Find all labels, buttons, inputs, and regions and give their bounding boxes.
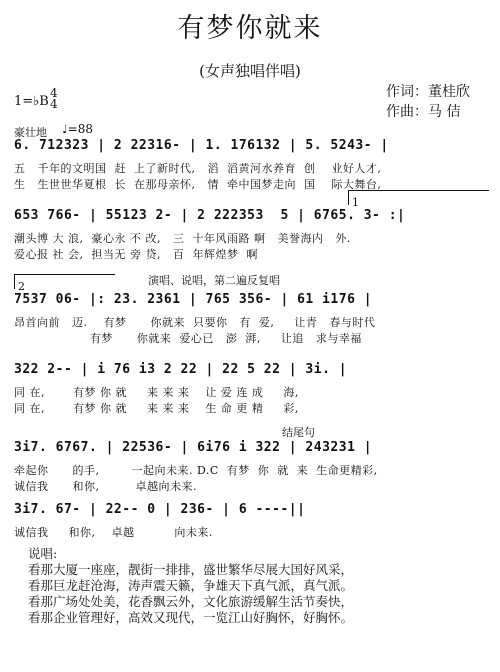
- lyric-verse-1: 诚信我 和你, 卓越 向未来.: [14, 526, 213, 539]
- volta-number: 1: [352, 196, 359, 209]
- volta-number: 2: [18, 280, 25, 293]
- rap-heading: 说唱:: [28, 546, 58, 561]
- ending-annotation: 结尾句: [282, 426, 315, 439]
- notation: 653 766- | 55123 2- | 2 222353 5 | 6765. 3- :|: [14, 208, 406, 223]
- lyric-verse-2: 同 在, 有梦 你 就 来 来 来 生 命 更 精 彩,: [14, 402, 299, 415]
- second-ending-bracket: [14, 274, 115, 293]
- lyric-verse-1: 五 千年的文明国 赶 上了新时代, 滔 滔黄河水养育 创 业好人才,: [14, 162, 382, 175]
- expression-mark: 豪壮地: [14, 126, 47, 139]
- song-title: 有梦你就来: [177, 13, 323, 44]
- rap-line-4: 看那企业管理好，高效又现代，一览江山好胸怀，好胸怀。: [28, 610, 354, 625]
- lyric-verse-2: 生 生世世华夏根 长 在那母亲怀, 情 牵中国梦走向 国 际大舞台,: [14, 178, 382, 191]
- notation: 3i7. 67- | 22-- 0 | 236- | 6 ----||: [14, 502, 306, 517]
- composer: 作曲：马 佶: [386, 104, 461, 120]
- notation: 7537 06- |: 23. 2361 | 765 356- | 61 i176 |: [14, 292, 373, 307]
- rap-line-1: 看那大厦一座座，靓街一排排，盛世繁华尽展大国好风采，: [28, 562, 354, 577]
- key-signature: 1=♭B: [14, 94, 49, 109]
- lyric-verse-1: 潮头博 大 浪, 豪心永 不 改, 三 十年风雨路 啊 美誉海内 外.: [14, 232, 351, 245]
- lyric-verse-2: 爱心报 社 会, 担当无 旁 贷, 百 年辉煌梦 啊: [14, 248, 258, 261]
- rap-lyrics-section: [28, 546, 353, 626]
- performance-annotation: 演唱、说唱，第二遍反复唱: [148, 274, 280, 287]
- first-ending-bracket: [348, 190, 489, 209]
- rap-line-3: 看那广场处处美，花香飘云外，文化旅游缓解生活节奏快，: [28, 594, 354, 609]
- lyric-verse-2: 诚信我 和你, 卓越向未来.: [14, 480, 197, 493]
- credits: [386, 82, 470, 122]
- lyric-verse-1: 昂首向前 迈. 有梦 你就来 只要你 有 爱, 让青 春与时代: [14, 316, 376, 329]
- rap-line-2: 看那巨龙赶沧海，涛声震天籁，争雄天下真气派，真气派。: [28, 578, 354, 593]
- lyric-verse-1: 牵起你 的手, 一起向未来. D.C 有梦 你 就 来 生命更精彩,: [14, 464, 378, 477]
- lyric-verse-2: 有梦 你就来 爱心已 澎 湃, 让追 求与幸福: [14, 332, 362, 345]
- lyricist: 作词：董桂欣: [386, 84, 470, 100]
- notation: 3i7. 6767. | 22536- | 6i76 i 322 | 243231 |: [14, 440, 373, 455]
- tempo-mark: ♩=88: [62, 122, 93, 136]
- time-signature: [50, 88, 58, 110]
- notation: 322 2-- | i 76 i3 2 22 | 22 5 22 | 3i. |: [14, 362, 348, 377]
- meter-bottom: 4: [50, 97, 58, 111]
- lyric-verse-1: 同 在, 有梦 你 就 来 来 来 让 爱 连 成 海,: [14, 386, 299, 399]
- notation: 6. 712323 | 2 22316- | 1. 176132 | 5. 5243- |: [14, 138, 389, 153]
- meter-top: 4: [50, 86, 58, 100]
- song-subtitle: (女声独唱伴唱): [199, 62, 301, 80]
